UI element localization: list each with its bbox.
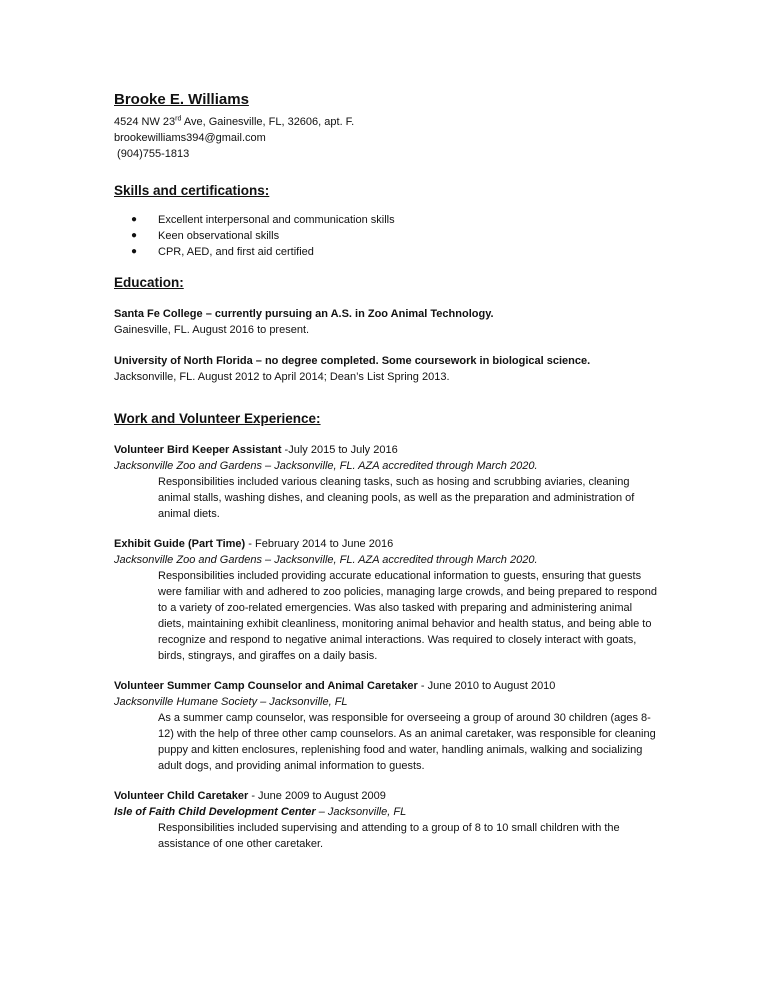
job-title-line — [114, 536, 714, 552]
bullet-icon: ● — [131, 230, 138, 241]
job-title-line — [114, 442, 714, 458]
job-description: Responsibilities included various cleaning tasks, such as hosing and scrubbing aviaries, cleaning animal stalls, washing dishes, and cleaning pools, as well as the preparation and administration of animal diets. — [158, 476, 635, 520]
job-entry — [114, 536, 714, 664]
list-item — [114, 212, 714, 228]
job-title: Volunteer Bird Keeper Assistant — [114, 444, 282, 456]
bullet-icon: ● — [131, 246, 138, 257]
job-description: As a summer camp counselor, was responsible for overseeing a group of around 30 children (ages 8-12) with the help of three other camp counselors. As an animal caretaker, was responsible for cleaning puppy and kitten enclosures, replenishing food and water, handling animals, walking and socializing adult dogs, and providing animal information to guests. — [158, 712, 656, 772]
resume-page — [114, 90, 714, 852]
contact-block — [114, 90, 714, 162]
list-item — [114, 228, 714, 244]
address-start: 4524 NW 23 — [114, 116, 176, 128]
skill-text: CPR, AED, and first aid certified — [158, 246, 314, 258]
education-title: University of North Florida – no degree completed. Some coursework in biological science. — [114, 355, 591, 367]
job-dates: - June 2010 to August 2010 — [417, 680, 556, 692]
education-heading: Education: — [114, 275, 184, 290]
skills-list — [114, 212, 714, 260]
email: brookewilliams394@gmail.com — [114, 132, 266, 144]
bullet-icon: ● — [131, 214, 138, 225]
job-dates: -July 2015 to July 2016 — [281, 444, 398, 456]
job-entry — [114, 788, 714, 852]
job-entry — [114, 442, 714, 522]
address — [114, 114, 714, 130]
skills-section — [114, 182, 714, 260]
education-entry — [114, 353, 714, 385]
job-dates: - June 2009 to August 2009 — [248, 790, 386, 802]
education-entry — [114, 306, 714, 338]
skill-text: Keen observational skills — [158, 230, 280, 242]
skill-text: Excellent interpersonal and communication skills — [158, 214, 395, 226]
address-rest: Ave, Gainesville, FL, 32606, apt. F. — [181, 116, 355, 128]
job-title-line — [114, 788, 714, 804]
candidate-name: Brooke E. Williams — [114, 91, 249, 108]
education-detail: Jacksonville, FL. August 2012 to April 2014; Dean’s List Spring 2013. — [114, 371, 450, 383]
job-title-line — [114, 678, 714, 694]
job-organization: Isle of Faith Child Development Center – Jacksonville, FL — [114, 806, 407, 818]
work-heading: Work and Volunteer Experience: — [114, 411, 321, 426]
list-item — [114, 244, 714, 260]
job-title: Exhibit Guide (Part Time) — [114, 538, 246, 550]
education-section — [114, 274, 714, 385]
job-entry — [114, 678, 714, 774]
job-organization: Jacksonville Humane Society – Jacksonville, FL — [114, 696, 348, 708]
phone: (904)755-1813 — [114, 148, 190, 160]
education-detail: Gainesville, FL. August 2016 to present. — [114, 324, 310, 336]
job-dates: - February 2014 to June 2016 — [245, 538, 394, 550]
job-title: Volunteer Child Caretaker — [114, 790, 249, 802]
job-description: Responsibilities included supervising and attending to a group of 8 to 10 small children with the assistance of one other caretaker. — [158, 822, 620, 850]
address-ordinal: rd — [175, 115, 182, 123]
job-description: Responsibilities included providing accurate educational information to guests, ensuring that guests were familiar with and adhered to zoo policies, managing large crowds, and being prepared to respond to a variety of zoo-related emergencies. Was also tasked with preparing and administering animal diets, maintaining exhibit cleanliness, monitoring animal behavior and health status, and being able to recognize and respond to negative animal interactions. Was required to closely interact with goats, birds, stingrays, and giraffes on a daily basis. — [158, 570, 657, 662]
work-section — [114, 410, 714, 852]
skills-heading: Skills and certifications: — [114, 183, 270, 198]
job-organization: Jacksonville Zoo and Gardens – Jacksonville, FL. AZA accredited through March 2020. — [114, 554, 538, 566]
job-title: Volunteer Summer Camp Counselor and Animal Caretaker — [114, 680, 418, 692]
education-title: Santa Fe College – currently pursuing an A.S. in Zoo Animal Technology. — [114, 308, 494, 320]
job-organization: Jacksonville Zoo and Gardens – Jacksonville, FL. AZA accredited through March 2020. — [114, 460, 538, 472]
